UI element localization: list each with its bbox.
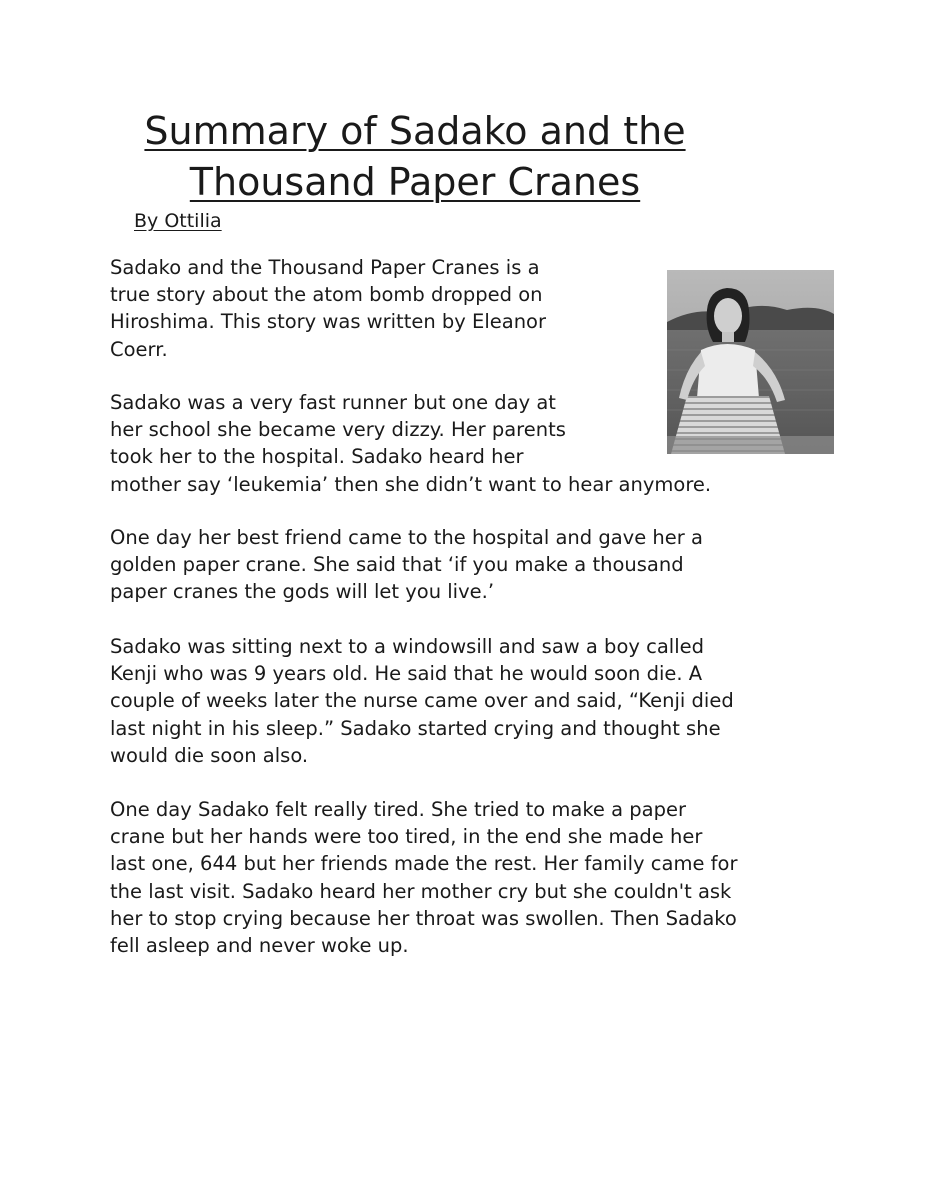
text-line: couple of weeks later the nurse came over and said, “Kenji died	[110, 689, 734, 713]
text-line: Sadako and the Thousand Paper Cranes is a	[110, 256, 540, 279]
text-line: true story about the atom bomb dropped on	[110, 283, 543, 307]
text-line: Hiroshima. This story was written by Eleanor	[110, 310, 547, 334]
text-line: last one, 644 but her friends made the rest. Her family came for	[110, 852, 738, 876]
text-line: took her to the hospital. Sadako heard her	[110, 445, 524, 469]
text-line: last night in his sleep.” Sadako started crying and thought she	[110, 716, 721, 740]
text-line: golden paper crane. She said that ‘if you make a thousand	[110, 553, 684, 577]
paragraph	[110, 389, 711, 498]
text-line: Sadako was a very fast runner but one day at	[110, 391, 556, 414]
title-line: Summary of Sadako and the	[144, 109, 686, 153]
text-line: One day Sadako felt really tired. She tried to make a paper	[110, 798, 686, 821]
paragraph	[110, 796, 737, 959]
text-line: her school she became very dizzy. Her parents	[110, 418, 566, 442]
text-line: mother say ‘leukemia’ then she didn’t want to hear anymore.	[110, 472, 712, 496]
author-byline: By Ottilia	[134, 210, 222, 232]
text-line: Coerr.	[110, 337, 168, 361]
text-line: Sadako was sitting next to a windowsill and saw a boy called	[110, 635, 704, 658]
text-line: One day her best friend came to the hospital and gave her a	[110, 526, 703, 549]
paragraph	[110, 633, 734, 769]
text-line: her to stop crying because her throat was swollen. Then Sadako	[110, 906, 737, 930]
text-line: fell asleep and never woke up.	[110, 934, 409, 958]
document-title	[70, 106, 760, 208]
text-line: would die soon also.	[110, 743, 309, 767]
text-line: paper cranes the gods will let you live.’	[110, 580, 495, 604]
text-line: the last visit. Sadako heard her mother cry but she couldn't ask	[110, 879, 732, 903]
title-line: Thousand Paper Cranes	[189, 160, 641, 204]
paragraph	[110, 524, 703, 606]
text-line: crane but her hands were too tired, in the end she made her	[110, 825, 703, 849]
text-line: Kenji who was 9 years old. He said that he would soon die. A	[110, 662, 703, 686]
paragraph	[110, 254, 546, 363]
